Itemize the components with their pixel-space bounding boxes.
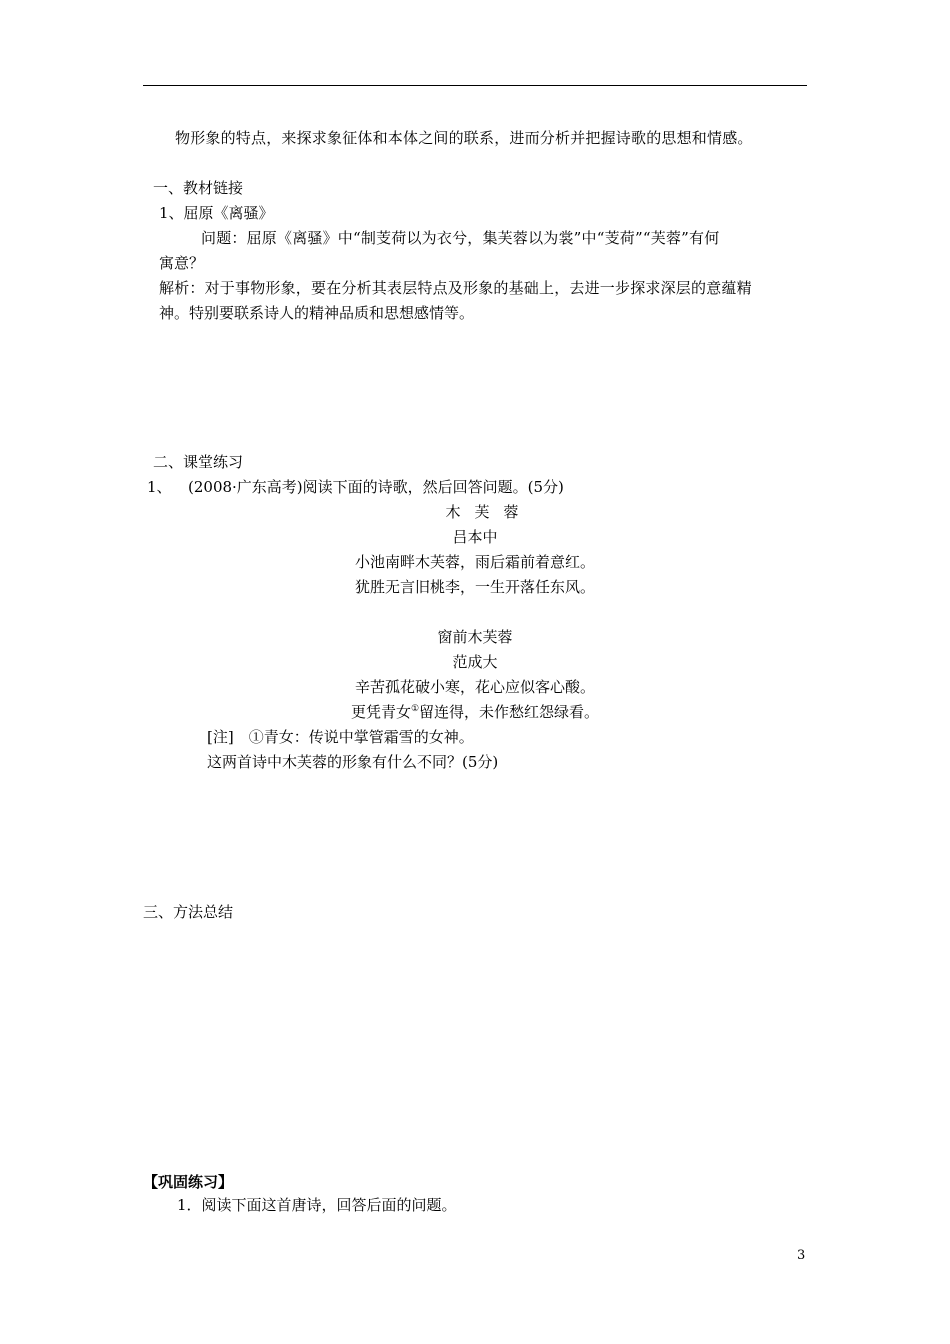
poem2-author: 范成大 <box>452 653 498 671</box>
section1-heading: 一、教材链接 <box>153 179 244 197</box>
section1-question-line1: 问题：屈原《离骚》中“制芰荷以为衣兮，集芙蓉以为裳”中“芰荷”“芙蓉”有何 <box>201 229 720 247</box>
section1-analysis-line2: 神。特别要联系诗人的精神品质和思想感情等。 <box>159 304 475 322</box>
poem1-title: 木芙蓉 <box>445 503 533 521</box>
poem2-line1: 辛苦孤花破小寒，花心应似客心酸。 <box>354 678 595 696</box>
poem-note: [注] ①青女：传说中掌管霜雪的女神。 <box>207 728 474 746</box>
poem2-line2 <box>143 702 807 722</box>
question-number: 1、 <box>147 478 172 496</box>
consolidation-heading: 【巩固练习】 <box>143 1173 234 1191</box>
section1-item-title: 1、屈原《离骚》 <box>159 204 274 222</box>
poem1-line2: 犹胜无言旧桃李，一生开落任东风。 <box>354 578 595 596</box>
page-number: 3 <box>797 1248 806 1263</box>
section3-heading: 三、方法总结 <box>143 903 234 921</box>
section2-question: 这两首诗中木芙蓉的形象有什么不同？(5分) <box>207 753 499 771</box>
intro-line: 物形象的特点，来探求象征体和本体之间的联系，进而分析并把握诗歌的思想和情感。 <box>175 129 753 147</box>
question-text: (2008·广东高考)阅读下面的诗歌，然后回答问题。(5分) <box>188 478 564 496</box>
poem2-line2-part1: 更凭青女 <box>350 703 411 721</box>
section1-analysis-line1: 解析：对于事物形象，要在分析其表层特点及形象的基础上，去进一步探求深层的意蕴精 <box>159 279 752 297</box>
poem2-title: 窗前木芙蓉 <box>437 628 513 646</box>
poem2-line2-part2: 留连得，未作愁红怨绿看。 <box>419 703 600 721</box>
poem1-line1: 小池南畔木芙蓉，雨后霜前着意红。 <box>354 553 595 571</box>
consolidation-item1: 1．阅读下面这首唐诗，回答后面的问题。 <box>177 1196 457 1214</box>
header-rule <box>143 85 807 86</box>
section1-question-line2: 寓意？ <box>159 254 205 272</box>
poem1-author: 吕本中 <box>452 528 498 546</box>
section2-heading: 二、课堂练习 <box>153 453 244 471</box>
footnote-marker: ① <box>410 704 420 714</box>
